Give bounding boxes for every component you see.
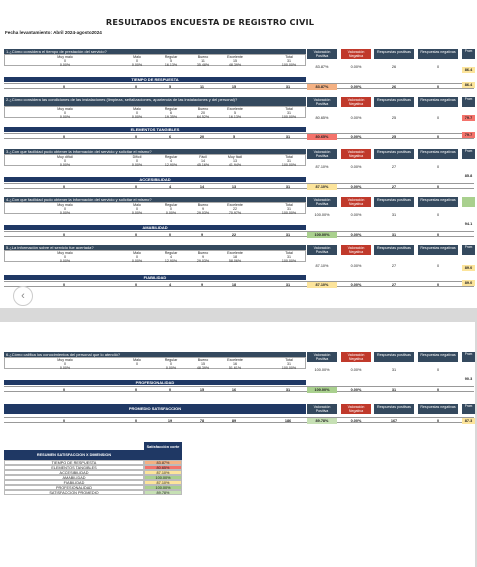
promedio-cell: 19 (167, 419, 173, 423)
total-cell: 0 (134, 185, 138, 189)
count-cell: 0 (136, 255, 138, 259)
question-text: 2.¿Cómo considera las condiciones de las instalaciones (limpieza, señalizaciones, apariencia de las instalaciones y del personal)? (4, 97, 306, 107)
summary-row (4, 490, 182, 495)
col-respuestas-negativas: Respuestas negativas (418, 404, 458, 414)
chevron-left-icon: ‹ (21, 290, 25, 302)
negative-value: 0.00% (350, 264, 362, 268)
side-value: 94.1 (464, 222, 473, 226)
total-negative: 0.00% (350, 135, 362, 139)
col-valoracion-positiva: Valoración Positiva (307, 197, 337, 207)
count-cell: 16 (233, 362, 237, 366)
total-cell: 15 (231, 85, 237, 89)
percent-cell: 0.00% (59, 163, 71, 167)
report-title: RESULTADOS ENCUESTA DE REGISTRO CIVIL (105, 17, 315, 27)
count-cell: 22 (233, 207, 237, 211)
scale-label: Total (285, 358, 293, 362)
count-cell: 5 (234, 111, 236, 115)
total-resp-pos: 26 (391, 85, 397, 89)
side-value: 85.8 (464, 174, 473, 178)
percent-cell: 12.90% (164, 259, 178, 263)
summary-value: 83.87% (144, 460, 182, 465)
total-cell: 16 (231, 388, 237, 392)
promedio-cell: 0 (134, 419, 138, 423)
col-respuestas-negativas: Respuestas negativas (418, 149, 458, 159)
count-cell: 0 (64, 111, 66, 115)
scale-label: Total (285, 155, 293, 159)
col-respuestas-positivas: Respuestas positivas (374, 404, 414, 414)
scale-label: Total (285, 203, 293, 207)
side-value: 90.3 (464, 377, 473, 381)
percent-cell: 35.48% (196, 63, 210, 67)
negative-value: 0.00% (350, 213, 362, 217)
side-value: 79.7 (462, 132, 475, 138)
total-cell: 0 (62, 388, 66, 392)
count-cell: 0 (64, 362, 66, 366)
total-resp-neg: 0 (436, 283, 440, 287)
total-resp-pos: 25 (391, 135, 397, 139)
col-promedio: Prom (462, 352, 475, 362)
scale-label: Excelente (227, 251, 243, 255)
count-cell: 0 (170, 207, 172, 211)
report-date: Fecha levantamiento: Abril 2024-agosto2024 (5, 30, 102, 35)
positive-value: 100.00% (314, 368, 330, 372)
col-respuestas-negativas: Respuestas negativas (418, 49, 458, 59)
scale-label: Malo (133, 55, 141, 59)
count-cell: 0 (136, 59, 138, 63)
totals-row (4, 83, 474, 89)
scale-label: Muy difícil (57, 155, 73, 159)
scale-label: Muy malo (57, 203, 73, 207)
count-cell: 4 (170, 255, 172, 259)
negative-value: 0.00% (350, 116, 362, 120)
col-valoracion-negativa: Valoración Negativa (341, 97, 371, 107)
total-resp-pos: 31 (391, 233, 397, 237)
summary-label: ACCESIBILIDAD (4, 470, 144, 475)
positive-value: 80.65% (315, 116, 329, 120)
total-cell: 11 (199, 85, 204, 89)
positive-value: 100.00% (314, 213, 330, 217)
scale-label: Regular (164, 107, 178, 111)
percent-cell: 0.00% (131, 63, 143, 67)
scale-table (4, 106, 306, 118)
total-cell: 18 (231, 283, 237, 287)
total-cell: 0 (134, 135, 138, 139)
col-valoracion-positiva: Valoración Positiva (307, 97, 337, 107)
total-cell: 0 (62, 283, 66, 287)
col-valoracion-negativa: Valoración Negativa (341, 49, 371, 59)
resp-pos-value: 27 (391, 165, 397, 169)
col-respuestas-negativas: Respuestas negativas (418, 245, 458, 255)
col-valoracion-positiva: Valoración Positiva (307, 404, 337, 414)
count-cell: 31 (287, 255, 291, 259)
percent-cell: 0.00% (59, 211, 71, 215)
summary-header-value: Satisfacción corte (144, 442, 182, 460)
percent-cell: 0.00% (131, 259, 143, 263)
promedio-cell: 0 (62, 419, 66, 423)
percent-cell: 70.97% (228, 211, 242, 215)
percent-cell: 100.00% (281, 211, 297, 215)
promedio-side: 87.3 (462, 418, 475, 424)
scale-label: Fácil (199, 155, 207, 159)
total-cell: 31 (285, 388, 291, 392)
scale-label: Bueno (197, 251, 209, 255)
summary-value: 100.00% (144, 475, 182, 480)
question-text: 1.¿Cómo considera el tiempo de prestación del servicio? (4, 49, 306, 59)
summary-value: 87.10% (144, 480, 182, 485)
col-respuestas-negativas: Respuestas negativas (418, 97, 458, 107)
col-valoracion-negativa: Valoración Negativa (341, 197, 371, 207)
total-cell: 4 (168, 185, 172, 189)
total-resp-neg: 0 (436, 135, 440, 139)
percent-cell: 0.00% (59, 63, 71, 67)
col-promedio: Prom (462, 49, 475, 59)
count-cell: 0 (136, 207, 138, 211)
count-cell: 0 (170, 362, 172, 366)
dimension-bar: AMABILIDAD (4, 225, 306, 230)
total-cell: 13 (231, 185, 237, 189)
total-cell: 9 (200, 233, 204, 237)
percent-cell: 48.39% (196, 366, 210, 370)
scale-label: Total (285, 55, 293, 59)
col-respuestas-positivas: Respuestas positivas (374, 97, 414, 107)
count-cell: 0 (136, 111, 138, 115)
count-cell: 9 (202, 255, 204, 259)
percent-cell: 29.03% (196, 211, 210, 215)
col-valoracion-negativa: Valoración Negativa (341, 149, 371, 159)
percent-cell: 0.00% (131, 211, 143, 215)
total-cell: 0 (62, 135, 66, 139)
scale-label: Excelente (227, 358, 243, 362)
percent-cell: 0.00% (165, 211, 177, 215)
col-valoracion-negativa: Valoración Negativa (341, 245, 371, 255)
scale-label: Bueno (197, 107, 209, 111)
totals-row (4, 281, 474, 287)
col-promedio: Prom (462, 245, 475, 255)
count-cell: 31 (287, 159, 291, 163)
count-cell: 4 (170, 159, 172, 163)
scale-label: Bueno (197, 55, 209, 59)
promedio-row (4, 417, 474, 423)
col-valoracion-negativa: Valoración Negativa (341, 404, 371, 414)
total-cell: 15 (199, 388, 205, 392)
side-value: 89.0 (462, 265, 475, 271)
question-text: 3.¿Con que facilidad pudo obtener la información del servicio y solicitar el mismo? (4, 149, 306, 159)
total-cell: 0 (134, 283, 138, 287)
count-cell: 15 (201, 362, 205, 366)
scale-label: Excelente (227, 203, 243, 207)
positive-value: 87.10% (315, 165, 329, 169)
summary-label: SATISFACCION PROMEDIO (4, 490, 144, 495)
total-cell: 5 (232, 135, 236, 139)
total-cell: 31 (285, 233, 291, 237)
side-value: 86.4 (462, 82, 475, 88)
col-respuestas-positivas: Respuestas positivas (374, 197, 414, 207)
total-cell: 22 (231, 233, 237, 237)
dimension-bar: PROFESIONALIDAD (4, 380, 306, 385)
percent-cell: 100.00% (281, 63, 297, 67)
count-cell: 20 (201, 111, 205, 115)
percent-cell: 16.13% (164, 63, 178, 67)
summary-value: 100.00% (144, 485, 182, 490)
col-respuestas-positivas: Respuestas positivas (374, 245, 414, 255)
total-positive: 83.87% (307, 84, 337, 90)
col-respuestas-negativas: Respuestas negativas (418, 352, 458, 362)
percent-cell: 0.00% (165, 366, 177, 370)
total-negative: 0.00% (350, 283, 362, 287)
dimension-bar: ACCESIBILIDAD (4, 177, 306, 182)
percent-cell: 100.00% (281, 366, 297, 370)
scale-label: Regular (164, 55, 178, 59)
percent-cell: 19.35% (164, 115, 178, 119)
resp-pos-value: 31 (391, 213, 397, 217)
promedio-cell: 89 (231, 419, 237, 423)
scale-table (4, 202, 306, 214)
scale-table (4, 54, 306, 66)
promedio-resp-pos: 167 (390, 419, 398, 423)
negative-value: 0.00% (350, 165, 362, 169)
question-text: 5.¿La información sobre el servicio fue acertada? (4, 245, 306, 255)
scale-table (4, 250, 306, 262)
resp-pos-value: 31 (391, 368, 397, 372)
resp-neg-value: 0 (436, 264, 440, 268)
total-cell: 0 (134, 233, 138, 237)
dimension-bar: ELEMENTOS TANGIBLES (4, 127, 306, 132)
total-cell: 5 (168, 85, 172, 89)
col-respuestas-positivas: Respuestas positivas (374, 149, 414, 159)
promedio-cell: 186 (284, 419, 292, 423)
count-cell: 9 (202, 207, 204, 211)
percent-cell: 0.00% (59, 259, 71, 263)
col-promedio (462, 197, 475, 207)
scale-label: Malo (133, 203, 141, 207)
percent-cell: 48.39% (228, 63, 242, 67)
col-promedio: Prom (462, 404, 475, 414)
col-valoracion-positiva: Valoración Positiva (307, 245, 337, 255)
total-cell: 9 (200, 283, 204, 287)
scale-table (4, 154, 306, 166)
scale-label: Difícil (132, 155, 142, 159)
negative-value: 0.00% (350, 65, 362, 69)
scale-label: Malo (133, 107, 141, 111)
resp-neg-value: 0 (436, 116, 440, 120)
percent-cell: 64.52% (196, 115, 210, 119)
percent-cell: 0.00% (131, 115, 143, 119)
scale-label: Excelente (227, 107, 243, 111)
count-cell: 31 (287, 207, 291, 211)
promedio-resp-neg: 0 (436, 419, 440, 423)
summary-label: PROFESIONALIDAD (4, 485, 144, 490)
col-respuestas-positivas: Respuestas positivas (374, 352, 414, 362)
total-cell: 0 (134, 388, 138, 392)
scale-label: Total (285, 107, 293, 111)
total-positive: 100.00% (307, 232, 337, 238)
resp-pos-value: 26 (391, 65, 397, 69)
question-text: 6.¿Cómo califica los conocimientos del personal que lo atendió? (4, 352, 306, 362)
total-cell: 0 (168, 233, 172, 237)
total-cell: 6 (168, 135, 172, 139)
count-cell: 31 (287, 59, 291, 63)
count-cell: 0 (136, 159, 138, 163)
count-cell: 14 (201, 159, 205, 163)
scale-label: Muy malo (57, 55, 73, 59)
total-cell: 14 (199, 185, 205, 189)
total-cell: 31 (285, 283, 291, 287)
report-sheet-bottom (0, 322, 475, 567)
percent-cell: 0.00% (131, 163, 143, 167)
totals-row (4, 133, 474, 139)
summary-label: TIEMPO DE RESPUESTA (4, 460, 144, 465)
summary-header-label: RESUMEN SATISFACCION X DIMENSION (4, 450, 144, 460)
count-cell: 0 (64, 255, 66, 259)
scale-label: Muy fácil (227, 155, 243, 159)
total-cell: 0 (62, 233, 66, 237)
col-promedio: Prom (462, 97, 475, 107)
col-valoracion-positiva: Valoración Positiva (307, 149, 337, 159)
count-cell: 6 (170, 111, 172, 115)
count-cell: 31 (287, 362, 291, 366)
totals-row (4, 231, 474, 237)
side-value: 86.4 (462, 67, 475, 73)
scale-label: Regular (164, 203, 178, 207)
count-cell: 5 (170, 59, 172, 63)
total-negative: 0.00% (350, 388, 362, 392)
count-cell: 0 (136, 362, 138, 366)
count-cell: 15 (233, 59, 237, 63)
resp-pos-value: 25 (391, 116, 397, 120)
resp-neg-value: 0 (436, 213, 440, 217)
total-cell: 4 (168, 283, 172, 287)
count-cell: 18 (233, 255, 237, 259)
total-positive: 100.00% (307, 387, 337, 393)
total-resp-neg: 0 (436, 233, 440, 237)
promedio-positive: 89.78% (307, 418, 337, 424)
col-respuestas-negativas: Respuestas negativas (418, 197, 458, 207)
percent-cell: 58.06% (228, 259, 242, 263)
summary-value: 87.10% (144, 470, 182, 475)
scale-label: Malo (133, 251, 141, 255)
percent-cell: 12.90% (164, 163, 178, 167)
summary-value: 80.65% (144, 465, 182, 470)
promedio-negative: 0.00% (350, 419, 362, 423)
percent-cell: 100.00% (281, 115, 297, 119)
scale-label: Bueno (197, 203, 209, 207)
summary-value: 89.78% (144, 490, 182, 495)
count-cell: 31 (287, 111, 291, 115)
scale-label: Malo (133, 358, 141, 362)
question-text: 4.¿Con que facilidad pudo obtener la información del servicio y solicitar el mismo? (4, 197, 306, 207)
scale-table (4, 357, 306, 369)
col-valoracion-positiva: Valoración Positiva (307, 352, 337, 362)
total-cell: 0 (62, 85, 66, 89)
totals-row (4, 183, 474, 189)
total-negative: 0.00% (350, 85, 362, 89)
total-cell: 0 (134, 85, 138, 89)
scale-label: Muy malo (57, 251, 73, 255)
promedio-cell: 78 (199, 419, 205, 423)
scale-label: Bueno (197, 358, 209, 362)
total-resp-neg: 0 (436, 85, 440, 89)
total-cell: 31 (285, 85, 291, 89)
total-resp-pos: 27 (391, 283, 397, 287)
summary-label: FIABILIDAD (4, 480, 144, 485)
count-cell: 0 (64, 207, 66, 211)
scale-label: Regular (164, 358, 178, 362)
total-cell: 20 (199, 135, 205, 139)
resp-neg-value: 0 (436, 368, 440, 372)
scale-label: Excelente (227, 55, 243, 59)
scale-label: Regular (164, 155, 178, 159)
percent-cell: 16.13% (228, 115, 242, 119)
total-resp-pos: 31 (391, 388, 397, 392)
scale-label: Total (285, 251, 293, 255)
percent-cell: 41.94% (228, 163, 242, 167)
count-cell: 0 (64, 59, 66, 63)
total-positive: 87.10% (307, 282, 337, 288)
total-cell: 0 (168, 388, 172, 392)
col-valoracion-negativa: Valoración Negativa (341, 352, 371, 362)
total-negative: 0.00% (350, 233, 362, 237)
scale-label: Muy malo (57, 107, 73, 111)
total-cell: 31 (285, 185, 291, 189)
summary-label: ELEMENTOS TANGIBLES (4, 465, 144, 470)
scale-label: Muy malo (57, 358, 73, 362)
summary-label: AMABILIDAD (4, 475, 144, 480)
negative-value: 0.00% (350, 368, 362, 372)
total-cell: 31 (285, 135, 291, 139)
resp-neg-value: 0 (436, 65, 440, 69)
percent-cell: 45.16% (196, 163, 210, 167)
total-resp-pos: 27 (391, 185, 397, 189)
total-positive: 87.10% (307, 184, 337, 190)
col-valoracion-positiva: Valoración Positiva (307, 49, 337, 59)
count-cell: 0 (64, 159, 66, 163)
resp-neg-value: 0 (436, 165, 440, 169)
col-respuestas-positivas: Respuestas positivas (374, 49, 414, 59)
percent-cell: 29.03% (196, 259, 210, 263)
total-resp-neg: 0 (436, 185, 440, 189)
scale-label: Regular (164, 251, 178, 255)
percent-cell: 100.00% (281, 163, 297, 167)
count-cell: 11 (201, 59, 205, 63)
col-promedio: Prom (462, 149, 475, 159)
positive-value: 83.87% (315, 65, 329, 69)
total-resp-neg: 0 (436, 388, 440, 392)
percent-cell: 51.61% (228, 366, 242, 370)
total-positive: 80.65% (307, 134, 337, 140)
count-cell: 13 (233, 159, 237, 163)
side-value: 89.0 (462, 280, 475, 286)
percent-cell: 0.00% (59, 366, 71, 370)
percent-cell: 0.00% (59, 115, 71, 119)
positive-value: 87.10% (315, 264, 329, 268)
total-negative: 0.00% (350, 185, 362, 189)
total-cell: 0 (62, 185, 66, 189)
dimension-bar: TIEMPO DE RESPUESTA (4, 77, 306, 82)
resp-pos-value: 27 (391, 264, 397, 268)
totals-row (4, 386, 474, 392)
side-value: 79.7 (462, 115, 475, 121)
dimension-bar: FIABILIDAD (4, 275, 306, 280)
promedio-label: PROMEDIO SATISFACCION (4, 404, 306, 414)
percent-cell: 100.00% (281, 259, 297, 263)
slider-prev-button[interactable] (13, 286, 33, 306)
